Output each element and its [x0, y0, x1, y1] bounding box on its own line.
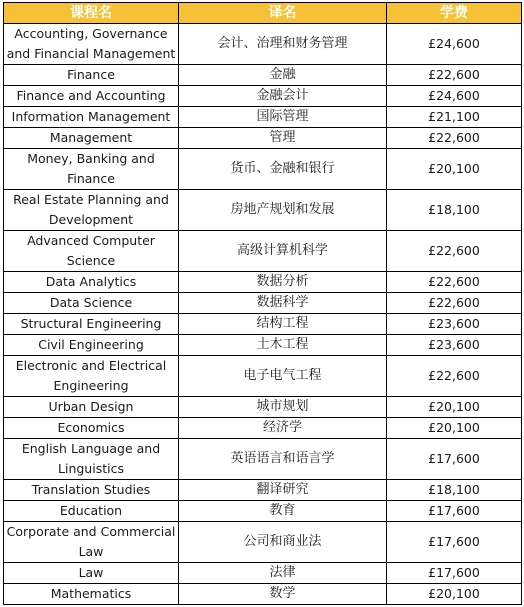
course-cell: Advanced Computer Science — [4, 231, 179, 272]
translation-cell: 会计、治理和财务管理 — [179, 24, 387, 65]
tuition-cell: £17,600 — [387, 439, 522, 480]
tuition-cell: £22,600 — [387, 128, 522, 149]
course-cell: Mathematics — [4, 584, 179, 605]
table-row — [4, 314, 522, 335]
translation-cell: 结构工程 — [179, 314, 387, 335]
tuition-cell: £17,600 — [387, 522, 522, 563]
tuition-cell: £23,600 — [387, 335, 522, 356]
table-row — [4, 149, 522, 190]
course-cell: Structural Engineering — [4, 314, 179, 335]
tuition-cell: £20,100 — [387, 584, 522, 605]
table-row — [4, 584, 522, 605]
table-row — [4, 24, 522, 65]
course-cell: Data Science — [4, 293, 179, 314]
table-row — [4, 231, 522, 272]
translation-cell: 英语语言和语言学 — [179, 439, 387, 480]
course-cell: Electronic and Electrical Engineering — [4, 356, 179, 397]
tuition-cell: £17,600 — [387, 501, 522, 522]
translation-cell: 数据科学 — [179, 293, 387, 314]
table-row — [4, 480, 522, 501]
tuition-cell: £22,600 — [387, 356, 522, 397]
translation-cell: 公司和商业法 — [179, 522, 387, 563]
course-cell: Information Management — [4, 107, 179, 128]
tuition-cell: £23,600 — [387, 314, 522, 335]
tuition-cell: £22,600 — [387, 231, 522, 272]
header-course: 课程名 — [4, 3, 179, 24]
header-translation: 译名 — [179, 3, 387, 24]
table-header — [4, 3, 522, 24]
table-row — [4, 356, 522, 397]
course-cell: Real Estate Planning and Development — [4, 190, 179, 231]
translation-cell: 电子电气工程 — [179, 356, 387, 397]
translation-cell: 土木工程 — [179, 335, 387, 356]
course-cell: Education — [4, 501, 179, 522]
translation-cell: 房地产规划和发展 — [179, 190, 387, 231]
course-cell: English Language and Linguistics — [4, 439, 179, 480]
course-cell: Corporate and Commercial Law — [4, 522, 179, 563]
table-row — [4, 107, 522, 128]
course-cell: Money, Banking and Finance — [4, 149, 179, 190]
course-cell: Translation Studies — [4, 480, 179, 501]
table-body — [4, 24, 522, 605]
table-row — [4, 397, 522, 418]
tuition-cell: £17,600 — [387, 563, 522, 584]
table-row — [4, 439, 522, 480]
header-row — [4, 3, 522, 24]
course-cell: Economics — [4, 418, 179, 439]
header-tuition: 学费 — [387, 3, 522, 24]
tuition-cell: £18,100 — [387, 190, 522, 231]
tuition-cell: £18,100 — [387, 480, 522, 501]
translation-cell: 金融 — [179, 65, 387, 86]
translation-cell: 数学 — [179, 584, 387, 605]
translation-cell: 教育 — [179, 501, 387, 522]
translation-cell: 法律 — [179, 563, 387, 584]
table-row — [4, 65, 522, 86]
translation-cell: 货币、金融和银行 — [179, 149, 387, 190]
translation-cell: 经济学 — [179, 418, 387, 439]
tuition-cell: £20,100 — [387, 397, 522, 418]
translation-cell: 金融会计 — [179, 86, 387, 107]
translation-cell: 国际管理 — [179, 107, 387, 128]
course-cell: Finance — [4, 65, 179, 86]
course-cell: Finance and Accounting — [4, 86, 179, 107]
table-row — [4, 293, 522, 314]
tuition-cell: £24,600 — [387, 24, 522, 65]
course-cell: Law — [4, 563, 179, 584]
tuition-cell: £22,600 — [387, 65, 522, 86]
table-row — [4, 522, 522, 563]
translation-cell: 数据分析 — [179, 272, 387, 293]
table-row — [4, 128, 522, 149]
tuition-cell: £22,600 — [387, 272, 522, 293]
translation-cell: 城市规划 — [179, 397, 387, 418]
tuition-cell: £24,600 — [387, 86, 522, 107]
tuition-cell: £21,100 — [387, 107, 522, 128]
table-row — [4, 501, 522, 522]
table-row — [4, 86, 522, 107]
tuition-cell: £20,100 — [387, 418, 522, 439]
course-cell: Data Analytics — [4, 272, 179, 293]
translation-cell: 翻译研究 — [179, 480, 387, 501]
table-row — [4, 335, 522, 356]
translation-cell: 管理 — [179, 128, 387, 149]
translation-cell: 高级计算机科学 — [179, 231, 387, 272]
tuition-table — [3, 2, 522, 605]
course-cell: Management — [4, 128, 179, 149]
course-cell: Urban Design — [4, 397, 179, 418]
tuition-cell: £20,100 — [387, 149, 522, 190]
table-row — [4, 418, 522, 439]
table-row — [4, 563, 522, 584]
table-row — [4, 190, 522, 231]
course-cell: Civil Engineering — [4, 335, 179, 356]
table-row — [4, 272, 522, 293]
tuition-cell: £22,600 — [387, 293, 522, 314]
course-cell: Accounting, Governance and Financial Management — [4, 24, 179, 65]
